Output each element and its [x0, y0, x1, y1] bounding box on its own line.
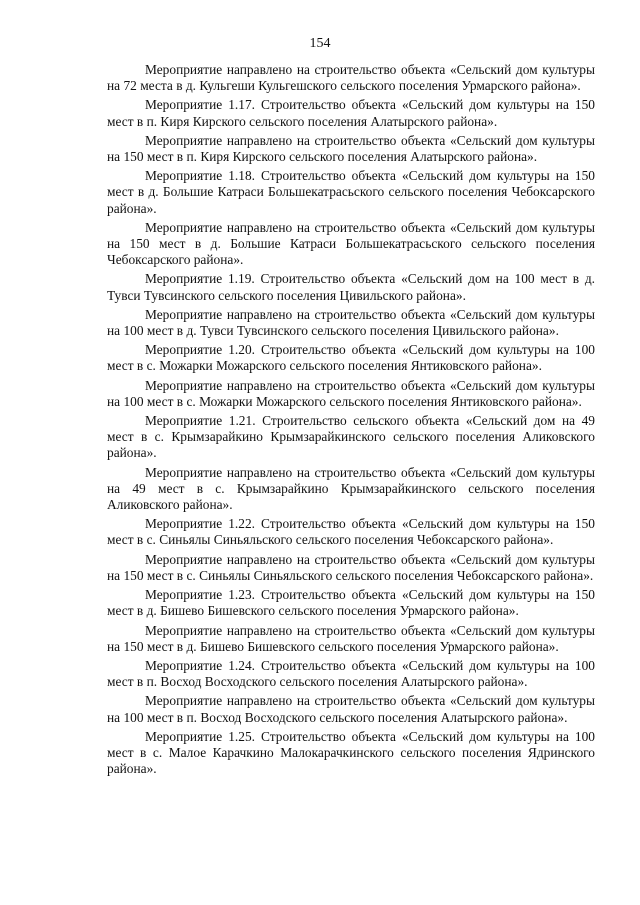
- document-body: [107, 62, 595, 780]
- paragraph: Мероприятие 1.18. Строительство объекта «Сельский дом культуры на 150 мест в д. Большие Катраси Большекатрасьского сельского поселения Чебоксарского района».: [107, 168, 595, 216]
- paragraph: Мероприятие 1.21. Строительство сельского объекта «Сельский дом на 49 мест в с. Крымзарайкино Крымзарайкинского сельского поселения Аликовского района».: [107, 413, 595, 461]
- paragraph: Мероприятие 1.22. Строительство объекта «Сельский дом культуры на 150 мест в с. Синьялы Синьяльского сельского поселения Чебоксарского района».: [107, 516, 595, 548]
- paragraph: Мероприятие направлено на строительство объекта «Сельский дом культуры на 150 мест в с. Синьялы Синьяльского сельского поселения Чебоксарского района».: [107, 551, 595, 583]
- paragraph: Мероприятие 1.17. Строительство объекта «Сельский дом культуры на 150 мест в п. Киря Кирского сельского поселения Алатырского района».: [107, 97, 595, 129]
- paragraph: Мероприятие направлено на строительство объекта «Сельский дом культуры на 150 мест в д. Бишево Бишевского сельского поселения Урмарского района».: [107, 622, 595, 654]
- paragraph: Мероприятие 1.20. Строительство объекта «Сельский дом культуры на 100 мест в с. Можарки Можарского сельского поселения Янтиковского района».: [107, 342, 595, 374]
- paragraph: Мероприятие 1.24. Строительство объекта «Сельский дом культуры на 100 мест в п. Восход Восходского сельского поселения Алатырского района».: [107, 657, 595, 690]
- paragraph: Мероприятие 1.19. Строительство объекта «Сельский дом на 100 мест в д. Тувси Тувсинского сельского поселения Цивильского района».: [107, 271, 595, 303]
- paragraph: Мероприятие направлено на строительство объекта «Сельский дом культуры на 100 мест в д. Тувси Тувсинского сельского поселения Цивильского района».: [107, 306, 595, 339]
- paragraph: Мероприятие 1.23. Строительство объекта «Сельский дом культуры на 150 мест в д. Бишево Бишевского сельского поселения Урмарского района».: [107, 587, 595, 619]
- paragraph: Мероприятие направлено на строительство объекта «Сельский дом культуры на 72 места в д. Кульгеши Кульгешского сельского поселения Урмарского района».: [107, 62, 595, 94]
- paragraph: Мероприятие направлено на строительство объекта «Сельский дом культуры на 100 мест в с. Можарки Можарского сельского поселения Янтиковского района».: [107, 377, 595, 409]
- paragraph: Мероприятие направлено на строительство объекта «Сельский дом культуры на 49 мест в с. Крымзарайкино Крымзарайкинского сельского поселения Аликовского района».: [107, 464, 595, 513]
- paragraph: Мероприятие 1.25. Строительство объекта «Сельский дом культуры на 100 мест в с. Малое Карачкино Малокарачкинского сельского поселения Ядринского района».: [107, 728, 595, 777]
- page-number: 154: [309, 36, 331, 51]
- paragraph: Мероприятие направлено на строительство объекта «Сельский дом культуры на 150 мест в п. Киря Кирского сельского поселения Алатырского района».: [107, 132, 595, 165]
- paragraph: Мероприятие направлено на строительство объекта «Сельский дом культуры на 100 мест в п. Восход Восходского сельского поселения Алатырского района».: [107, 693, 595, 725]
- paragraph: Мероприятие направлено на строительство объекта «Сельский дом культуры на 150 мест в д. Большие Катраси Большекатрасьского сельского поселения Чебоксарского района».: [107, 219, 595, 268]
